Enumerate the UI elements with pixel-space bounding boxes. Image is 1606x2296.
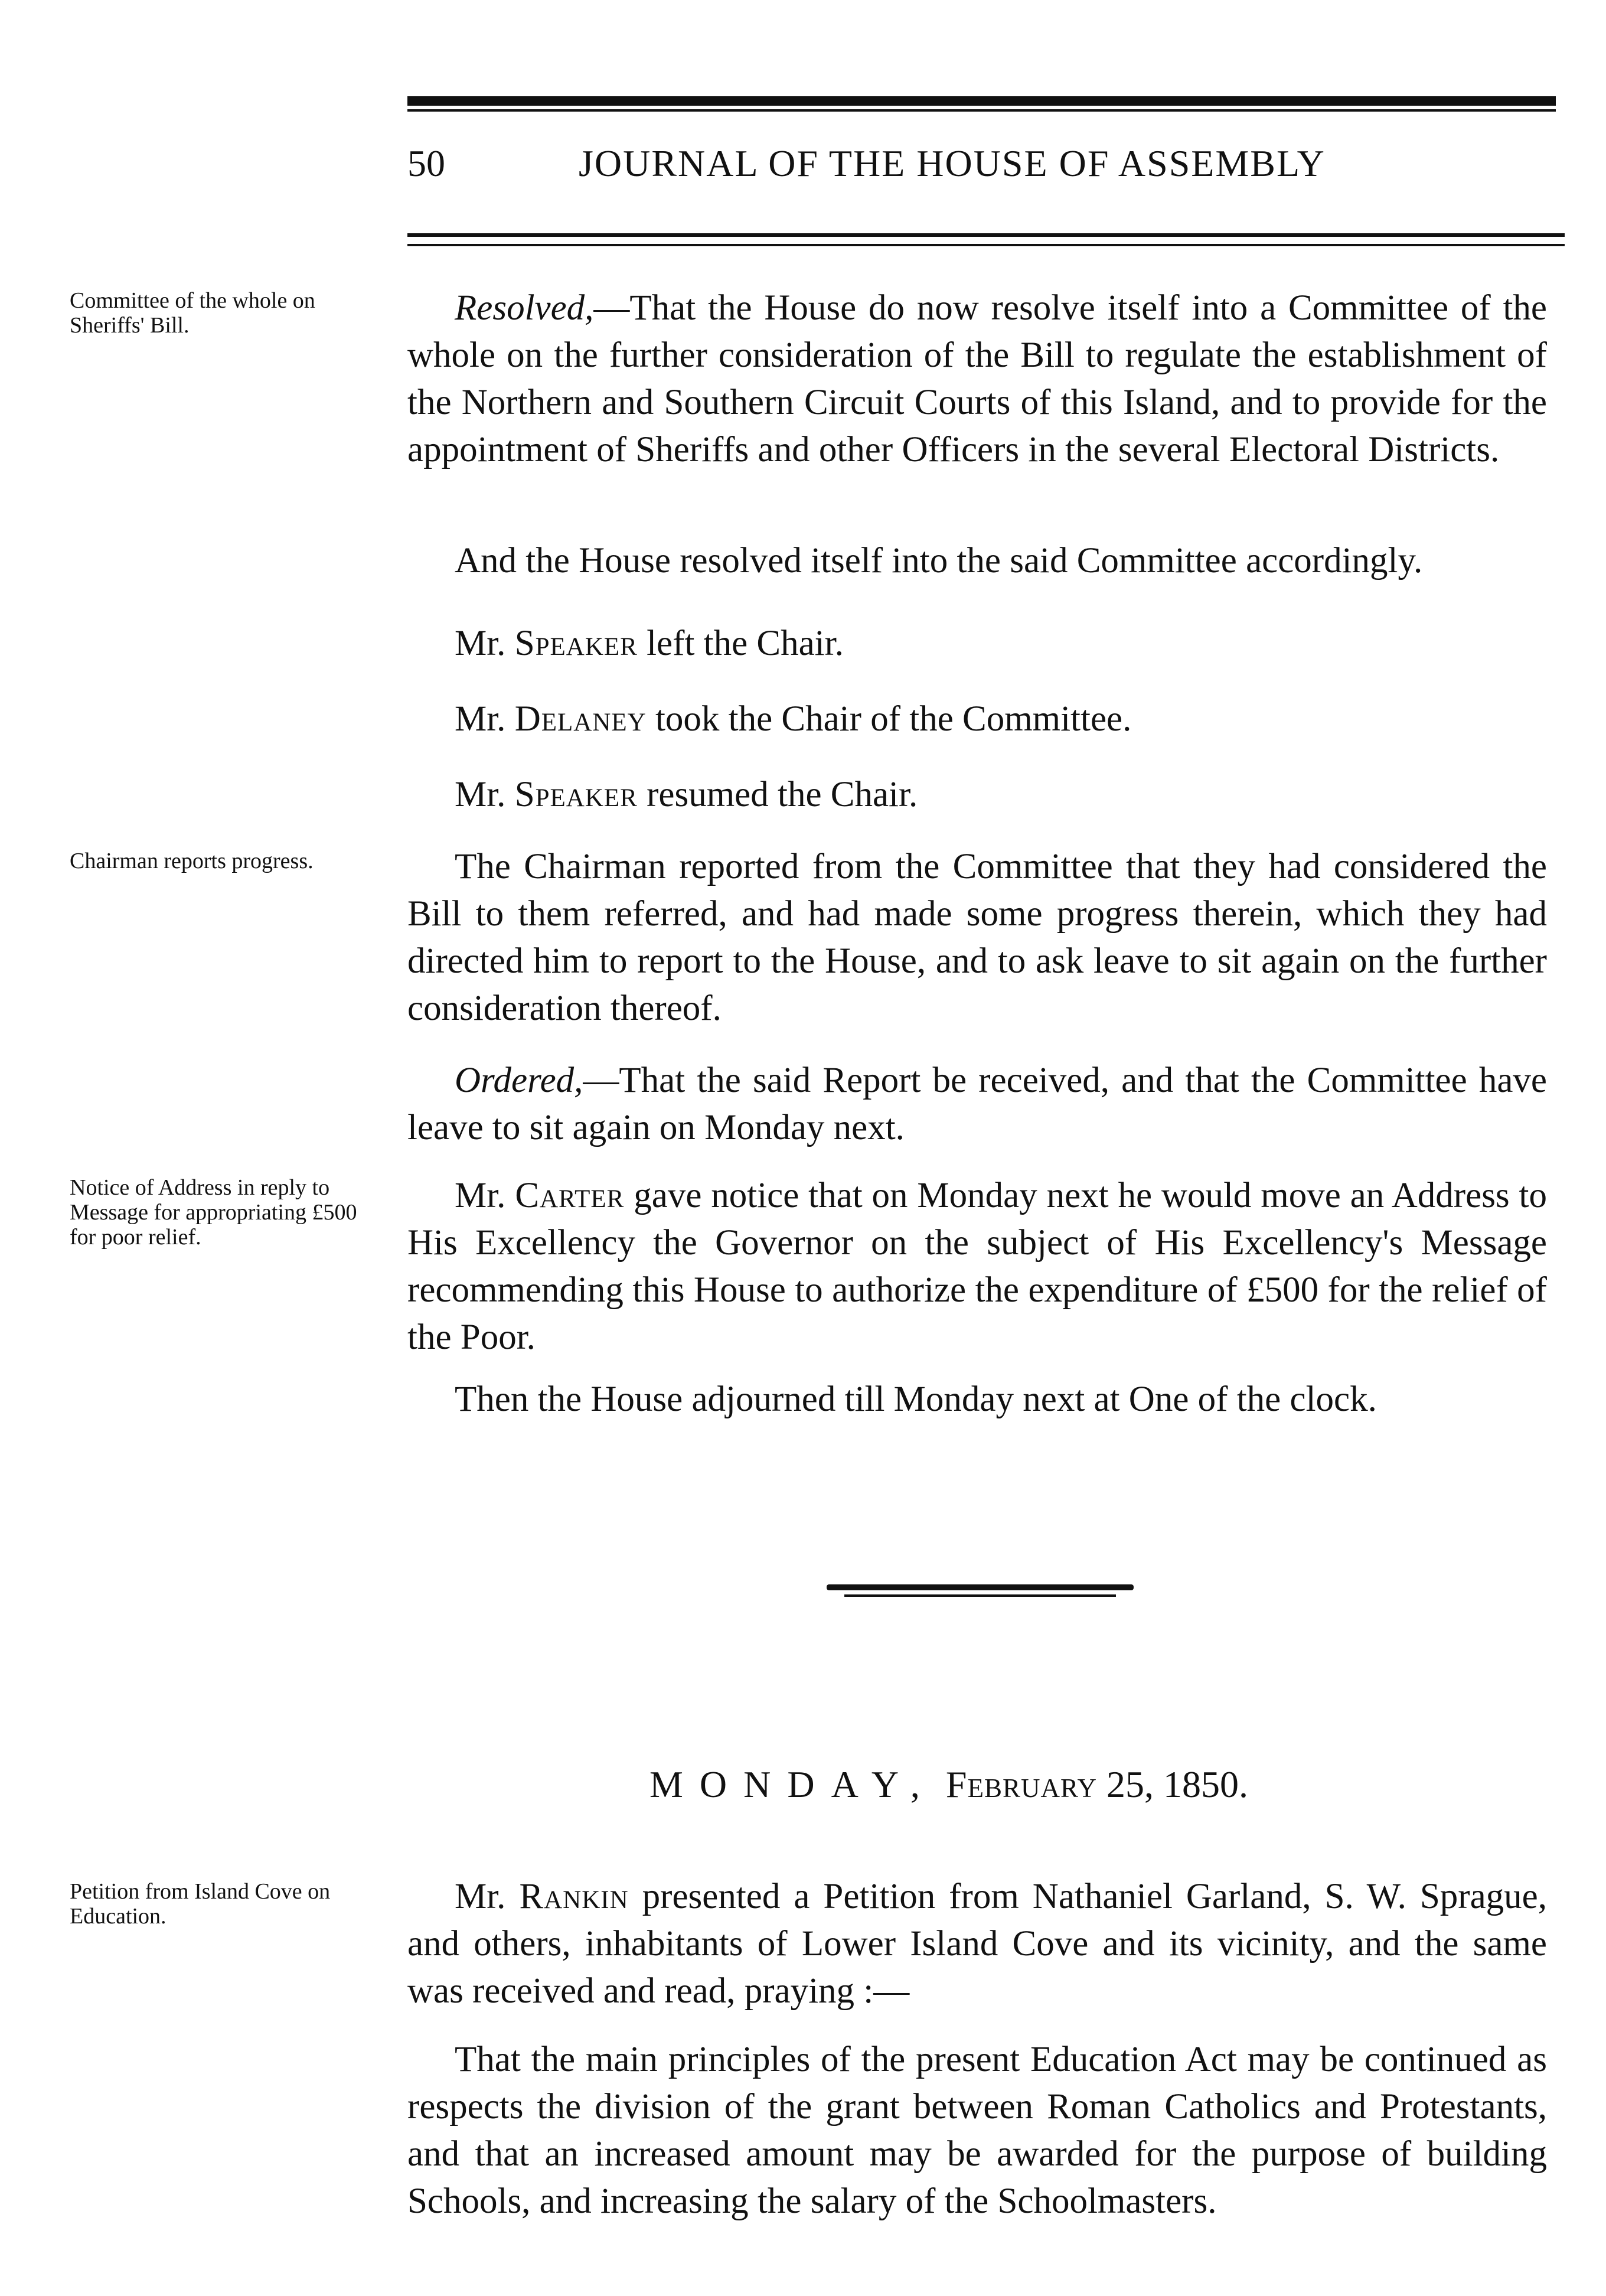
margin-note-chairman: Chairman reports progress. bbox=[70, 849, 314, 873]
speaker-resumed-prefix: Mr. bbox=[455, 775, 515, 814]
top-rule-thick bbox=[407, 96, 1556, 106]
margin-note-notice: Notice of Address in reply to Message for appropriating £500 for poor relief. bbox=[70, 1175, 357, 1250]
resolved-label: Resolved, bbox=[455, 288, 594, 328]
section-separator bbox=[827, 1584, 1134, 1590]
ordered-text: —That the said Report be received, and that the Committee have leave to sit again on Monday next. bbox=[407, 1061, 1547, 1147]
carter-paragraph bbox=[407, 1172, 1547, 1361]
delaney-text: took the Chair of the Committee. bbox=[646, 699, 1132, 739]
rankin-name: Rankin bbox=[519, 1877, 629, 1916]
rankin-prefix: Mr. bbox=[455, 1877, 520, 1916]
carter-name: Carter bbox=[515, 1176, 625, 1215]
date-heading bbox=[649, 1763, 1248, 1806]
journal-title: JOURNAL OF THE HOUSE OF ASSEMBLY bbox=[579, 142, 1326, 184]
header-rule-upper bbox=[407, 233, 1565, 237]
top-rule-thin bbox=[407, 109, 1556, 112]
page-number: 50 bbox=[407, 142, 445, 184]
carter-prefix: Mr. bbox=[455, 1176, 515, 1215]
section-separator-thin bbox=[844, 1594, 1116, 1597]
resolved-itself-paragraph: And the House resolved itself into the said Committee accordingly. bbox=[455, 541, 1423, 580]
speaker-resumed-text: resumed the Chair. bbox=[637, 775, 918, 814]
rankin-text: presented a Petition from Nathaniel Garland, S. W. Sprague, and others, inhabitants of Lower Island Cove and its vicinity, and the same was received and read, praying :— bbox=[407, 1877, 1548, 2011]
margin-note-committee: Committee of the whole on Sheriffs' Bill. bbox=[70, 288, 315, 338]
ordered-label: Ordered, bbox=[455, 1061, 583, 1100]
header-rule-lower bbox=[407, 244, 1565, 246]
resolved-text: —That the House do now resolve itself into a Committee of the whole on the further consideration of the Bill to regulate the establishment of the Northern and Southern Circuit Courts of this Island, and to provide for the appointment of Sheriffs and other Officers in the several Electoral Districts. bbox=[407, 288, 1547, 469]
chairman-reported-paragraph: The Chairman reported from the Committee that they had considered the Bill to them referred, and had made some progress therein, which they had directed him to report to the House, and to ask leave to sit again on the further consideration thereof. bbox=[407, 847, 1547, 1028]
date-rest: 25, 1850. bbox=[1097, 1763, 1249, 1805]
praying-paragraph: That the main principles of the present Education Act may be continued as respects the division of the grant between Roman Catholics and Protestants, and that an increased amount may be awarded for the purpose of building Schools, and increasing the salary of the Schoolmasters. bbox=[407, 2040, 1547, 2221]
carter-text: gave notice that on Monday next he would move an Address to His Excellency the Governor on the subject of His Excellency's Message recommending this House to authorize the expenditure of £500 for the relief of the Poor. bbox=[407, 1176, 1547, 1357]
speaker-left-prefix: Mr. bbox=[455, 624, 515, 663]
date-day: MONDAY, bbox=[649, 1763, 936, 1805]
speaker-left-paragraph bbox=[407, 620, 1547, 667]
speaker-name: Speaker bbox=[514, 624, 638, 663]
page-header bbox=[407, 142, 1565, 195]
adjourned-paragraph: Then the House adjourned till Monday next at One of the clock. bbox=[455, 1379, 1377, 1419]
resolved-paragraph bbox=[407, 285, 1547, 474]
margin-note-petition: Petition from Island Cove on Education. bbox=[70, 1879, 331, 1929]
delaney-paragraph bbox=[407, 696, 1547, 743]
speaker-left-text: left the Chair. bbox=[637, 624, 844, 663]
rankin-paragraph bbox=[407, 1873, 1547, 2015]
ordered-paragraph bbox=[407, 1057, 1547, 1152]
date-month: February bbox=[945, 1763, 1098, 1805]
delaney-prefix: Mr. bbox=[455, 699, 515, 739]
delaney-name: Delaney bbox=[514, 699, 647, 739]
speaker-resumed-name: Speaker bbox=[514, 775, 638, 814]
speaker-resumed-paragraph bbox=[407, 771, 1547, 818]
